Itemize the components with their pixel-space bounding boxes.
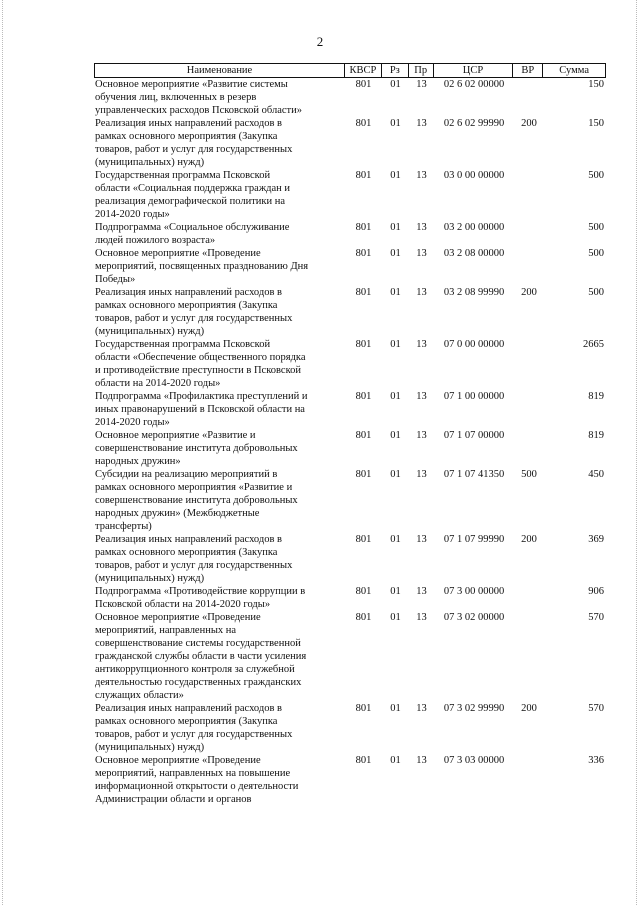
cell-sum: 150 — [588, 118, 604, 129]
cell-pr: 13 — [416, 248, 427, 259]
row-name — [94, 468, 345, 533]
cell-vr — [514, 429, 544, 468]
row-name-line: совершенствование системы государственной — [95, 638, 301, 649]
header-name: Наименование — [95, 64, 345, 77]
cell-rz: 01 — [390, 118, 401, 129]
cell-kvsr: 801 — [355, 534, 372, 545]
cell-sum: 570 — [588, 612, 604, 623]
cell-pr: 13 — [416, 118, 427, 129]
cell-kvsr: 801 — [355, 287, 372, 298]
row-name-line: Победы» — [95, 274, 136, 285]
row-name — [94, 533, 345, 585]
row-name-line: области «Социальная поддержка граждан и — [95, 183, 290, 194]
row-name-line: Реализация иных направлений расходов в — [95, 118, 283, 129]
cell-kvsr: 801 — [355, 469, 372, 480]
row-name-line: совершенствование института добровольных — [95, 443, 298, 454]
row-name-line: рамках основного мероприятия (Закупка — [95, 547, 278, 558]
row-name — [94, 286, 345, 338]
row-name-line: информационной открытости о деятельности — [95, 781, 299, 792]
header-csr: ЦСР — [434, 64, 514, 77]
cell-sum: 450 — [588, 469, 604, 480]
cell-pr: 13 — [416, 339, 427, 350]
row-name-line: управленческих расходов Псковской области» — [95, 105, 303, 116]
row-name-line: Реализация иных направлений расходов в — [95, 287, 283, 298]
row-name — [94, 117, 345, 169]
cell-sum: 819 — [588, 391, 604, 402]
cell-kvsr: 801 — [355, 586, 372, 597]
cell-pr: 13 — [416, 222, 427, 233]
page-edge-right — [636, 0, 638, 905]
cell-rz: 01 — [390, 339, 401, 350]
row-name-line: народных дружин» (Межбюджетные — [95, 508, 260, 519]
row-name — [94, 702, 345, 754]
cell-vr — [514, 221, 544, 247]
cell-rz: 01 — [390, 170, 401, 181]
cell-pr: 13 — [416, 469, 427, 480]
cell-vr — [514, 585, 544, 611]
cell-sum: 500 — [588, 248, 604, 259]
row-name — [94, 221, 345, 247]
row-name-line: деятельностью государственных гражданских — [95, 677, 302, 688]
row-name-line: товаров, работ и услуг для государственных — [95, 313, 293, 324]
cell-sum: 369 — [588, 534, 604, 545]
table-row — [94, 78, 606, 117]
cell-kvsr: 801 — [355, 79, 372, 90]
cell-sum: 500 — [588, 287, 604, 298]
row-name-line: Основное мероприятие «Развитие и — [95, 430, 256, 441]
cell-rz: 01 — [390, 703, 401, 714]
cell-rz: 01 — [390, 287, 401, 298]
table-row — [94, 429, 606, 468]
row-name-line: Основное мероприятие «Проведение — [95, 248, 261, 259]
cell-csr: 07 1 07 41350 — [443, 469, 505, 480]
cell-sum: 819 — [588, 430, 604, 441]
row-name-line: Основное мероприятие «Развитие системы — [95, 79, 288, 90]
row-name-line: Подпрограмма «Противодействие коррупции в — [95, 586, 306, 597]
cell-rz: 01 — [390, 586, 401, 597]
row-name-line: иных правонарушений в Псковской области на — [95, 404, 305, 415]
cell-sum: 500 — [588, 170, 604, 181]
row-name-line: антикоррупционного контроля за служебной — [95, 664, 295, 675]
cell-kvsr: 801 — [355, 339, 372, 350]
row-name-line: товаров, работ и услуг для государственных — [95, 729, 293, 740]
cell-pr: 13 — [416, 534, 427, 545]
table-header — [94, 63, 606, 78]
cell-rz: 01 — [390, 79, 401, 90]
table-row — [94, 754, 606, 806]
row-name-line: области на 2014-2020 годы» — [95, 378, 221, 389]
cell-vr: 200 — [521, 287, 537, 298]
cell-csr: 07 1 07 99990 — [443, 534, 505, 545]
cell-csr: 03 2 00 00000 — [443, 222, 505, 233]
cell-rz: 01 — [390, 430, 401, 441]
cell-csr: 03 2 08 00000 — [443, 248, 505, 259]
cell-csr: 07 3 03 00000 — [443, 755, 505, 766]
table-row — [94, 286, 606, 338]
cell-kvsr: 801 — [355, 430, 372, 441]
cell-rz: 01 — [390, 248, 401, 259]
cell-csr: 07 3 02 00000 — [443, 612, 505, 623]
row-name — [94, 611, 345, 702]
row-name-line: Реализация иных направлений расходов в — [95, 534, 283, 545]
row-name-line: людей пожилого возраста» — [95, 235, 216, 246]
cell-pr: 13 — [416, 287, 427, 298]
cell-vr — [514, 78, 544, 117]
cell-pr: 13 — [416, 430, 427, 441]
cell-vr: 200 — [521, 118, 537, 129]
cell-csr: 02 6 02 00000 — [443, 79, 505, 90]
page-number: 2 — [316, 34, 324, 49]
cell-csr: 07 0 00 00000 — [443, 339, 505, 350]
cell-vr: 200 — [521, 703, 537, 714]
row-name — [94, 390, 345, 429]
table-row — [94, 702, 606, 754]
row-name-line: (муниципальных) нужд) — [95, 742, 205, 753]
cell-rz: 01 — [390, 755, 401, 766]
cell-sum: 500 — [588, 222, 604, 233]
header-rz: Рз — [382, 64, 409, 77]
row-name-line: Реализация иных направлений расходов в — [95, 703, 283, 714]
cell-pr: 13 — [416, 703, 427, 714]
cell-kvsr: 801 — [355, 612, 372, 623]
cell-pr: 13 — [416, 170, 427, 181]
cell-csr: 07 1 00 00000 — [443, 391, 505, 402]
cell-pr: 13 — [416, 391, 427, 402]
cell-sum: 570 — [588, 703, 604, 714]
table-row — [94, 338, 606, 390]
cell-pr: 13 — [416, 755, 427, 766]
cell-csr: 07 3 00 00000 — [443, 586, 505, 597]
cell-kvsr: 801 — [355, 755, 372, 766]
row-name-line: Основное мероприятие «Проведение — [95, 755, 261, 766]
row-name — [94, 585, 345, 611]
row-name-line: Администрации области и органов — [95, 794, 252, 805]
cell-vr — [514, 390, 544, 429]
table-row — [94, 468, 606, 533]
row-name-line: Подпрограмма «Социальное обслуживание — [95, 222, 290, 233]
row-name-line: Подпрограмма «Профилактика преступлений и — [95, 391, 308, 402]
cell-vr — [514, 169, 544, 221]
row-name — [94, 247, 345, 286]
row-name — [94, 169, 345, 221]
row-name-line: рамках основного мероприятия (Закупка — [95, 716, 278, 727]
cell-csr: 02 6 02 99990 — [443, 118, 505, 129]
row-name-line: Псковской области на 2014-2020 годы» — [95, 599, 271, 610]
row-name-line: Государственная программа Псковской — [95, 170, 271, 181]
header-sum: Сумма — [559, 65, 589, 76]
row-name-line: рамках основного мероприятия (Закупка — [95, 300, 278, 311]
cell-rz: 01 — [390, 391, 401, 402]
cell-csr: 03 2 08 99990 — [443, 287, 505, 298]
cell-vr — [514, 247, 544, 286]
row-name-line: и противодействие преступности в Псковской — [95, 365, 302, 376]
table-row — [94, 169, 606, 221]
table-row — [94, 611, 606, 702]
row-name-line: (муниципальных) нужд) — [95, 157, 205, 168]
cell-kvsr: 801 — [355, 222, 372, 233]
cell-kvsr: 801 — [355, 703, 372, 714]
budget-table — [94, 63, 606, 806]
row-name-line: мероприятий, направленных на повышение — [95, 768, 291, 779]
cell-kvsr: 801 — [355, 391, 372, 402]
row-name-line: (муниципальных) нужд) — [95, 326, 205, 337]
table-row — [94, 585, 606, 611]
row-name-line: рамках основного мероприятия (Закупка — [95, 131, 278, 142]
cell-vr — [514, 611, 544, 702]
row-name-line: Государственная программа Псковской — [95, 339, 271, 350]
cell-sum: 150 — [588, 79, 604, 90]
cell-kvsr: 801 — [355, 118, 372, 129]
cell-pr: 13 — [416, 79, 427, 90]
row-name-line: реализация демографической политики на — [95, 196, 286, 207]
row-name-line: служащих области» — [95, 690, 184, 701]
row-name-line: совершенствование института добровольных — [95, 495, 298, 506]
cell-vr — [514, 338, 544, 390]
header-vr: ВР — [513, 64, 543, 77]
row-name-line: 2014-2020 годы» — [95, 417, 170, 428]
row-name-line: 2014-2020 годы» — [95, 209, 170, 220]
row-name-line: рамках основного мероприятия «Развитие и — [95, 482, 293, 493]
cell-pr: 13 — [416, 586, 427, 597]
cell-sum: 906 — [588, 586, 604, 597]
page-edge-left — [2, 0, 4, 905]
row-name-line: народных дружин» — [95, 456, 181, 467]
cell-rz: 01 — [390, 612, 401, 623]
row-name — [94, 338, 345, 390]
cell-csr: 07 1 07 00000 — [443, 430, 505, 441]
row-name-line: Субсидии на реализацию мероприятий в — [95, 469, 278, 480]
table-row — [94, 247, 606, 286]
cell-rz: 01 — [390, 222, 401, 233]
row-name-line: области «Обеспечение общественного порядка — [95, 352, 306, 363]
cell-vr: 500 — [521, 469, 537, 480]
row-name-line: гражданской службы области в части усиления — [95, 651, 307, 662]
cell-sum: 336 — [588, 755, 604, 766]
cell-rz: 01 — [390, 469, 401, 480]
cell-rz: 01 — [390, 534, 401, 545]
row-name-line: товаров, работ и услуг для государственных — [95, 560, 293, 571]
table-row — [94, 533, 606, 585]
table-row — [94, 221, 606, 247]
row-name — [94, 429, 345, 468]
cell-kvsr: 801 — [355, 170, 372, 181]
row-name-line: товаров, работ и услуг для государственных — [95, 144, 293, 155]
row-name-line: Основное мероприятие «Проведение — [95, 612, 261, 623]
table-body — [94, 78, 606, 806]
row-name-line: (муниципальных) нужд) — [95, 573, 205, 584]
row-name-line: мероприятий, посвященных празднованию Дня — [95, 261, 309, 272]
cell-vr — [514, 754, 544, 806]
row-name-line: трансферты) — [95, 521, 152, 532]
table-row — [94, 390, 606, 429]
cell-vr: 200 — [521, 534, 537, 545]
table-row — [94, 117, 606, 169]
header-pr: Пр — [409, 64, 434, 77]
cell-csr: 07 3 02 99990 — [443, 703, 505, 714]
row-name — [94, 78, 345, 117]
cell-csr: 03 0 00 00000 — [443, 170, 505, 181]
cell-sum: 2665 — [583, 339, 604, 350]
cell-kvsr: 801 — [355, 248, 372, 259]
row-name-line: мероприятий, направленных на — [95, 625, 237, 636]
row-name-line: обучения лиц, включенных в резерв — [95, 92, 257, 103]
row-name — [94, 754, 345, 806]
header-kvsr: КВСР — [345, 64, 382, 77]
cell-pr: 13 — [416, 612, 427, 623]
